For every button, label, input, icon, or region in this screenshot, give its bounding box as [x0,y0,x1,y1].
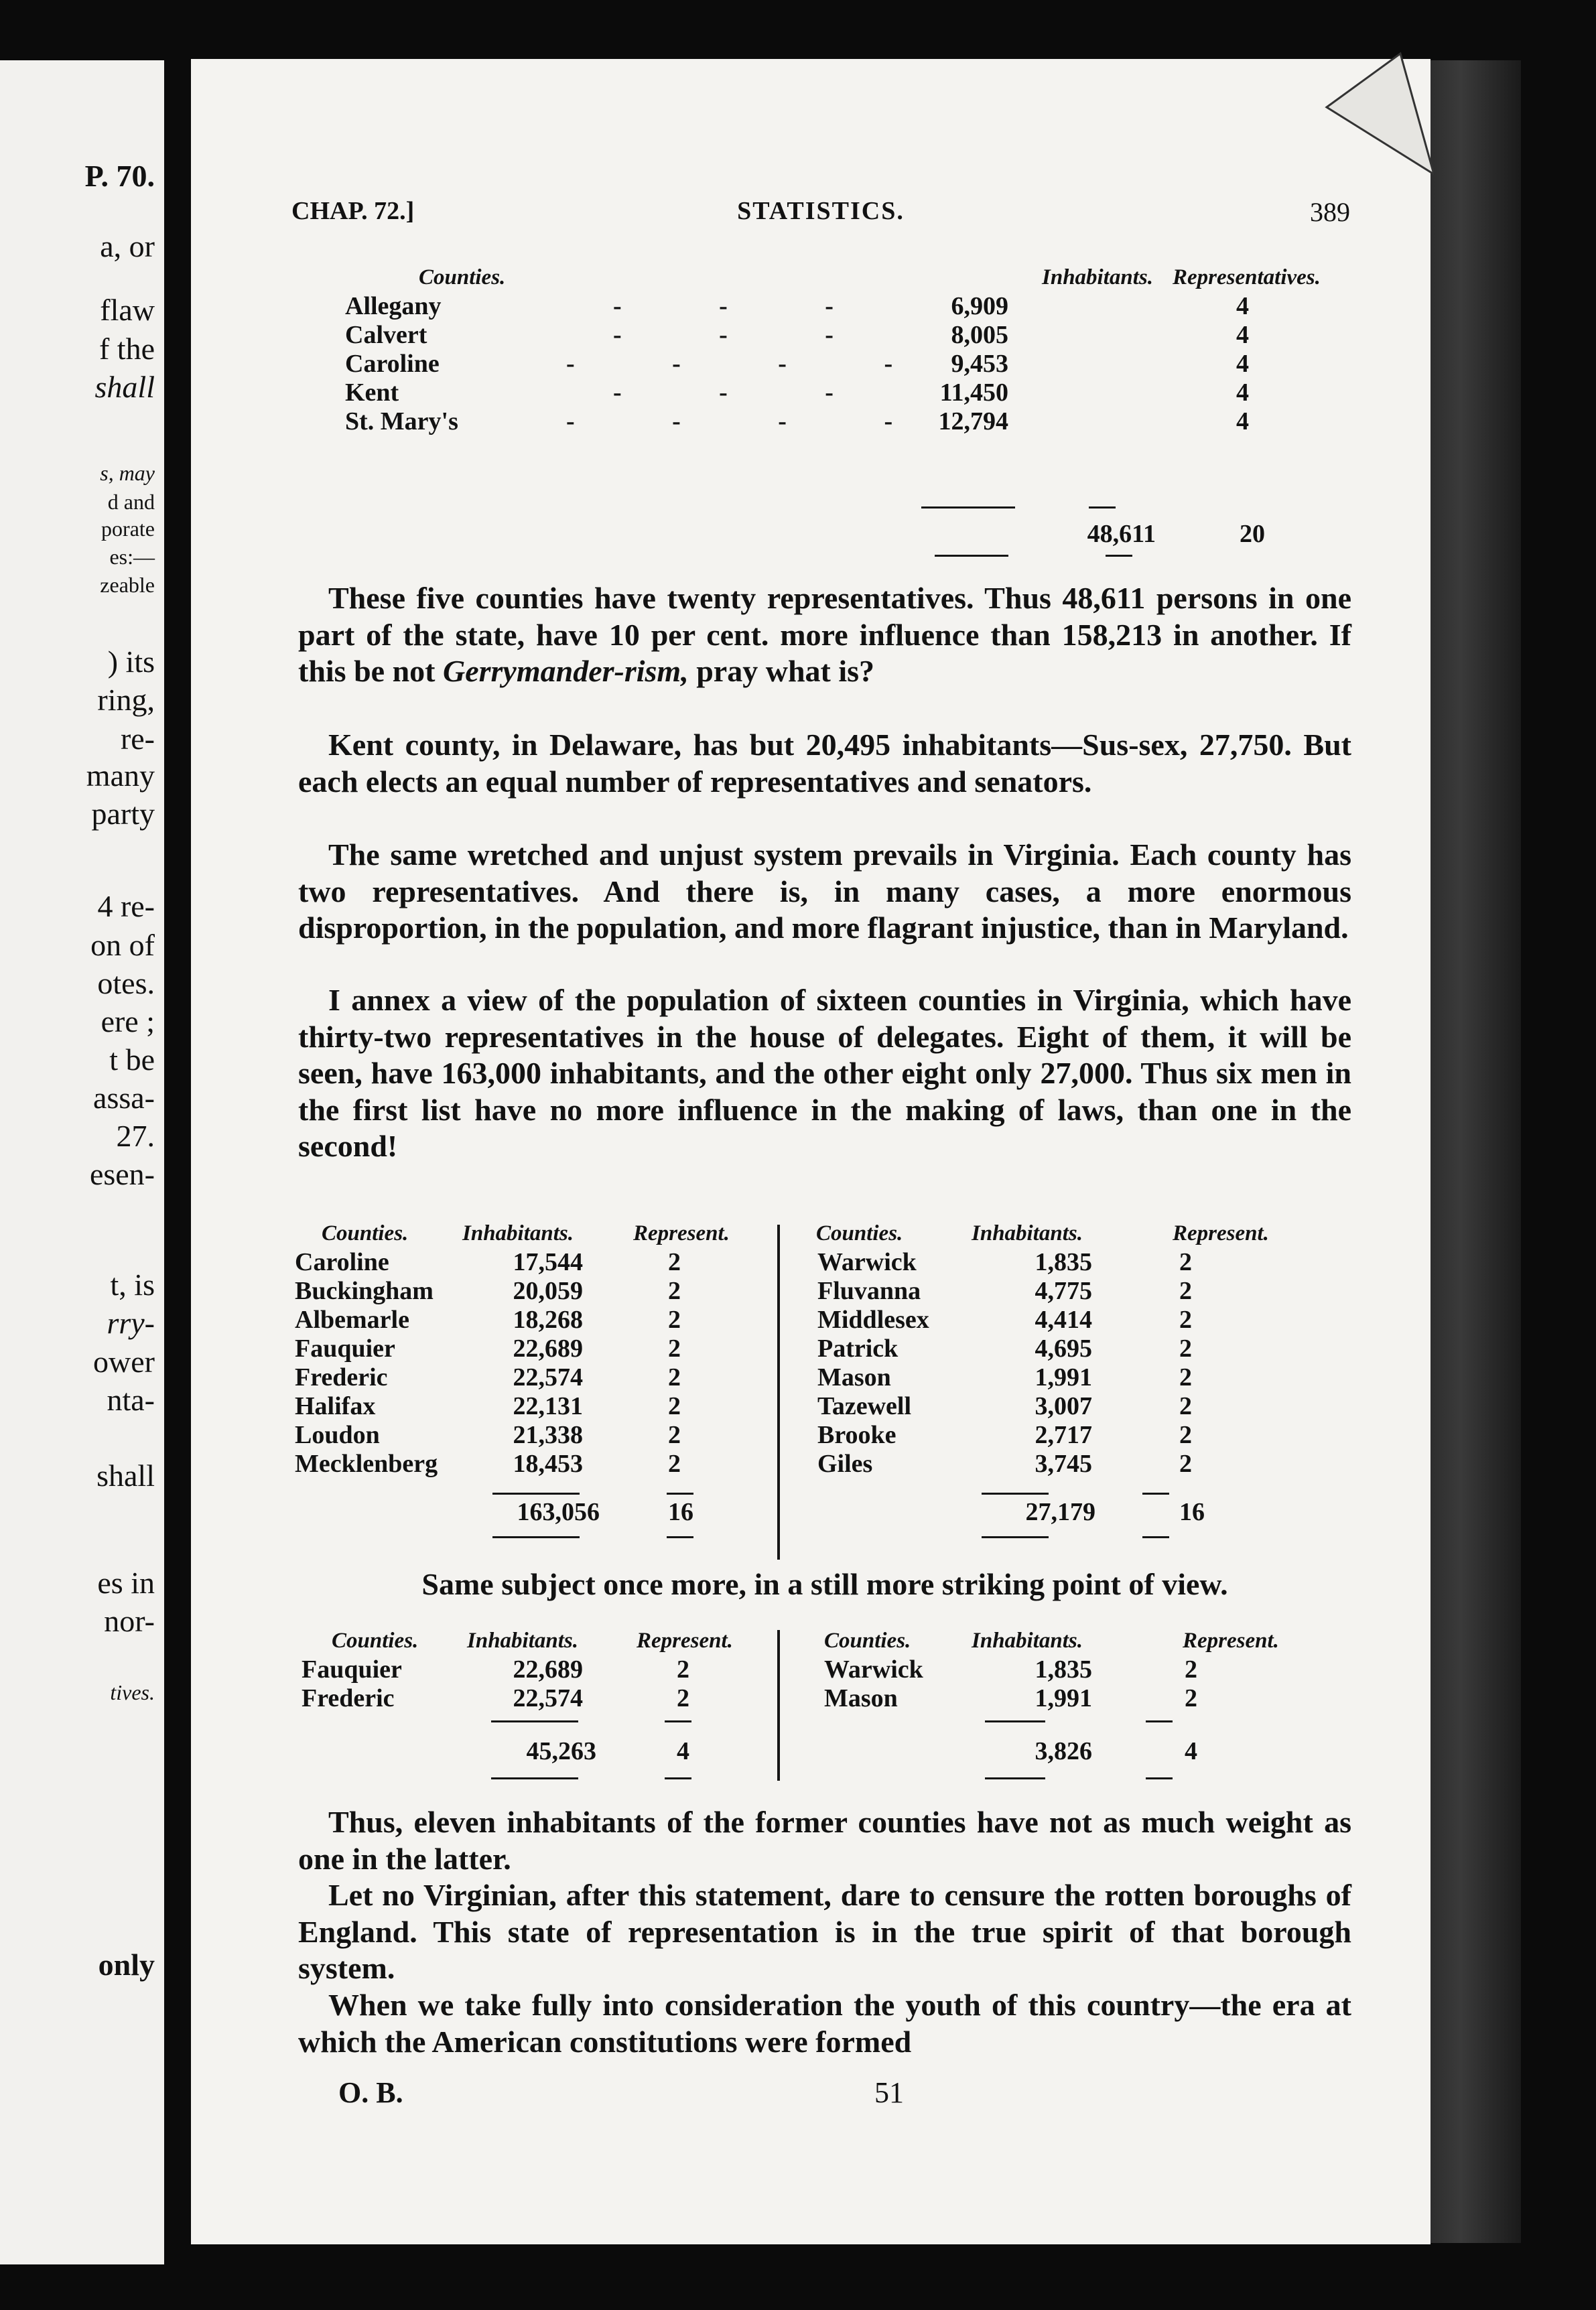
table-rule [1146,1777,1173,1779]
county-name: Mecklenberg [295,1450,438,1478]
header-represent: Represent. [1173,1221,1269,1245]
county-name: Giles [817,1450,873,1478]
left-page-fragment: a, or [100,229,155,263]
left-page-fragment: tives. [110,1680,155,1704]
left-page-fragment: t, is [110,1268,155,1302]
county-name: Warwick [824,1655,923,1684]
represent-value: 2 [668,1248,681,1276]
paragraph [298,1877,1351,1987]
left-page-fragment: t be [109,1042,155,1077]
leader-dots: - - - [613,379,879,407]
represent-value: 2 [668,1450,681,1478]
county-name: Patrick [817,1335,899,1363]
maryland-table-header [345,263,1350,292]
county-name: Mason [824,1684,898,1712]
represent-value: 2 [1179,1248,1192,1276]
paragraph [298,580,1351,690]
leader-dots: - - - - [566,350,939,378]
left-page-fragment: d and [107,490,155,514]
left-page-fragment: es:— [109,545,155,569]
table-rule [491,1777,578,1779]
paragraph [298,1987,1351,2060]
table-row [295,1306,1367,1335]
left-page-fragment: 27. [116,1119,155,1153]
county-name: Loudon [295,1421,380,1449]
virginia-table-header [295,1219,1367,1248]
county-name: Fluvanna [817,1277,921,1305]
total-rule [1106,555,1132,557]
county-name: Buckingham [295,1277,434,1305]
header-inhabitants: Inhabitants. [972,1221,1083,1245]
virginia-left-total-represent: 16 [668,1498,693,1526]
total-rule [935,555,1008,557]
header-counties: Counties. [322,1221,409,1245]
inhabitants-value: 4,414 [1035,1306,1092,1334]
table-rule [985,1777,1045,1779]
table-rule [1146,1720,1173,1722]
inhabitants-value: 11,450 [939,379,1008,407]
represent-value: 2 [1179,1277,1192,1305]
paragraph-italic: Gerrymander-rism, [442,654,689,688]
table-rule [492,1536,580,1538]
county-name: St. Mary's [345,407,458,435]
county-name: Albemarle [295,1306,409,1334]
table-rule [985,1720,1045,1722]
represent-value: 2 [1185,1684,1197,1712]
chapter-label: CHAP. 72.] [291,197,415,225]
paragraph [298,1804,1351,1877]
comparison-table [302,1627,1374,1713]
inhabitants-value: 4,695 [1035,1335,1092,1363]
maryland-table [345,263,1350,436]
table-rule [982,1536,1049,1538]
left-page-fragment: ower [93,1345,155,1379]
represent-value: 2 [1179,1421,1192,1449]
header-counties: Counties. [419,265,506,289]
county-name: Fauquier [302,1655,402,1684]
county-name: Frederic [302,1684,395,1712]
inhabitants-value: 2,717 [1035,1421,1092,1449]
table-row [302,1684,1374,1713]
left-page-fragment: porate [101,517,155,541]
inhabitants-value: 1,991 [1035,1684,1092,1712]
representatives-value: 4 [1236,407,1249,435]
left-page-fragment: zeable [100,573,155,597]
header-inhabitants: Inhabitants. [467,1629,578,1653]
left-page-fragment: es in [97,1566,155,1600]
page-title: STATISTICS. [737,197,905,225]
left-page-fragment: P. 70. [84,159,155,193]
county-name: Middlesex [817,1306,929,1334]
comparison-left-total-represent: 4 [677,1737,689,1765]
table-rule [1142,1493,1169,1495]
inhabitants-value: 22,689 [513,1655,583,1684]
paragraph [298,837,1351,947]
paragraph-text: pray what is? [688,654,875,688]
table-rule [667,1536,693,1538]
paragraph-text: These five counties have twenty representatives. Thus 48,611 persons in one part of the state, have 10 per cent. more influence than 158,213 in another. If this be not [298,581,1351,688]
paragraph-text: Kent county, in Delaware, has but 20,495 inhabitants—Sus-sex, 27,750. But each elects an equal number of representatives and senators. [298,728,1351,799]
left-page-fragment: shall [94,370,155,404]
county-name: Fauquier [295,1335,395,1363]
running-head [291,196,1350,236]
header-represent: Represent. [637,1629,733,1653]
left-page-fragment: flaw [100,293,155,327]
right-page [191,59,1431,2244]
inhabitants-value: 17,544 [513,1248,583,1276]
inhabitants-value: 22,574 [513,1363,583,1391]
virginia-right-total-represent: 16 [1179,1498,1205,1526]
page-corner-fold [1320,47,1434,181]
county-name: Warwick [817,1248,917,1276]
comparison-total-row [302,1737,1374,1766]
representatives-value: 4 [1236,379,1249,407]
page-number: 389 [1310,197,1350,227]
represent-value: 2 [668,1306,681,1334]
county-name: Halifax [295,1392,376,1420]
represent-value: 2 [668,1392,681,1420]
leader-dots: - - - [613,321,879,349]
represent-value: 2 [668,1363,681,1391]
left-page-fragment: on of [90,928,155,962]
table-row [345,321,1350,350]
table-rule [665,1777,691,1779]
virginia-table [295,1219,1367,1479]
representatives-value: 4 [1236,292,1249,320]
table-row [295,1363,1367,1392]
table-rule [492,1493,580,1495]
left-page-fragment: ) its [107,644,155,679]
left-page-fragment: ere ; [101,1004,155,1038]
table-row [345,350,1350,379]
county-name: Brooke [817,1421,896,1449]
left-page-fragment: re- [120,722,155,756]
paragraph-text: Let no Virginian, after this statement, dare to censure the rotten boroughs of England. This state of representation is in the true spirit of that borough system. [298,1878,1351,1985]
table-row [345,407,1350,436]
table-row [295,1248,1367,1277]
left-page-fragment: many [86,758,155,793]
header-represent: Represent. [633,1221,730,1245]
represent-value: 2 [1179,1392,1192,1420]
inhabitants-value: 18,268 [513,1306,583,1334]
inhabitants-value: 4,775 [1035,1277,1092,1305]
table-rule [1089,506,1116,508]
county-name: Calvert [345,321,427,349]
inhabitants-value: 22,574 [513,1684,583,1712]
page-footer [338,2076,1296,2116]
represent-value: 2 [1179,1306,1192,1334]
book-spine [1420,60,1521,2243]
county-name: Mason [817,1363,891,1391]
inhabitants-value: 8,005 [951,321,1008,349]
paragraph-text: Thus, eleven inhabitants of the former counties have not as much weight as one in the latter. [298,1805,1351,1876]
inhabitants-value: 1,835 [1035,1248,1092,1276]
subject-heading: Same subject once more, in a still more striking point of view. [421,1567,1228,1601]
header-representatives: Representatives. [1173,265,1321,289]
inhabitants-value: 1,835 [1035,1655,1092,1684]
paragraph-text: The same wretched and unjust system prevails in Virginia. Each county has two representatives. And there is, in many cases, a more enormous disproportion, in the population, and more flagrant injustice, than in Maryland. [298,837,1351,945]
table-row [302,1655,1374,1684]
county-name: Kent [345,379,399,407]
represent-value: 2 [668,1421,681,1449]
left-page-fragment: shall [96,1458,155,1493]
table-rule [665,1720,691,1722]
county-name: Frederic [295,1363,388,1391]
signature-mark: O. B. [338,2076,403,2109]
represent-value: 2 [668,1335,681,1363]
header-counties: Counties. [824,1629,911,1653]
virginia-total-row [295,1498,1367,1527]
table-row [345,292,1350,321]
left-page-fragment: nor- [104,1604,155,1638]
virginia-left-total-inhabitants: 163,056 [517,1498,600,1526]
header-inhabitants: Inhabitants. [462,1221,574,1245]
comparison-left-total-inhabitants: 45,263 [526,1737,596,1765]
paragraph-text: When we take fully into consideration the youth of this country—the era at which the American constitutions were formed [298,1988,1351,2059]
table-row [295,1335,1367,1363]
represent-value: 2 [1179,1363,1192,1391]
header-counties: Counties. [332,1629,419,1653]
header-counties: Counties. [816,1221,903,1245]
paragraph [298,982,1351,1165]
left-page-fragment: otes. [97,966,155,1000]
inhabitants-value: 21,338 [513,1421,583,1449]
left-page-fragment: f the [98,332,155,366]
header-inhabitants: Inhabitants. [1042,265,1153,289]
represent-value: 2 [1179,1450,1192,1478]
header-represent: Represent. [1183,1629,1279,1653]
comparison-right-total-inhabitants: 3,826 [1035,1737,1092,1765]
left-page-fragment: only [98,1948,155,1982]
inhabitants-value: 3,007 [1035,1392,1092,1420]
represent-value: 2 [677,1655,689,1684]
inhabitants-value: 3,745 [1035,1450,1092,1478]
table-row [295,1277,1367,1306]
comparison-table-header [302,1627,1374,1655]
left-page-fragment: s, may [100,461,155,485]
maryland-total-inhabitants: 48,611 [1087,520,1156,548]
left-page-fragment: esen- [89,1157,155,1191]
left-page-fragment: 4 re- [97,889,155,923]
table-rule [1142,1536,1169,1538]
left-page-fragment: ring, [97,683,155,717]
table-row [295,1392,1367,1421]
maryland-total-representatives: 20 [1240,520,1265,548]
inhabitants-value: 20,059 [513,1277,583,1305]
county-name: Caroline [345,350,440,378]
inhabitants-value: 12,794 [938,407,1008,435]
left-page-fragment: party [91,797,155,831]
inhabitants-value: 9,453 [951,350,1008,378]
table-rule [982,1493,1049,1495]
inhabitants-value: 6,909 [951,292,1008,320]
header-inhabitants: Inhabitants. [972,1629,1083,1653]
comparison-right-total-represent: 4 [1185,1737,1197,1765]
inhabitants-value: 1,991 [1035,1363,1092,1391]
sheet-number: 51 [874,2076,904,2109]
represent-value: 2 [668,1277,681,1305]
table-row [295,1421,1367,1450]
left-page-fragment: rry- [107,1306,155,1340]
left-page-fragment: nta- [107,1383,155,1417]
represent-value: 2 [1179,1335,1192,1363]
left-page-fragment: assa- [93,1081,155,1115]
inhabitants-value: 22,131 [513,1392,583,1420]
paragraph-text: I annex a view of the population of sixteen counties in Virginia, which have thirty-two representatives in the house of delegates. Eight of them, it will be seen, have 163,000 inhabitants, and the other eight only 27,000. Thus six men in the first list have no more influence in the making of laws, than one in the second! [298,983,1351,1163]
left-page-edge [0,60,164,2264]
paragraph [298,727,1351,800]
table-row [345,379,1350,407]
county-name: Caroline [295,1248,389,1276]
leader-dots: - - - - [566,407,939,435]
county-name: Allegany [345,292,442,320]
represent-value: 2 [1185,1655,1197,1684]
table-row [295,1450,1367,1479]
inhabitants-value: 18,453 [513,1450,583,1478]
representatives-value: 4 [1236,350,1249,378]
virginia-right-total-inhabitants: 27,179 [1025,1498,1095,1526]
leader-dots: - - - [613,292,879,320]
county-name: Tazewell [817,1392,912,1420]
table-rule [491,1720,578,1722]
table-rule [667,1493,693,1495]
table-rule [921,506,1015,508]
representatives-value: 4 [1236,321,1249,349]
represent-value: 2 [677,1684,689,1712]
inhabitants-value: 22,689 [513,1335,583,1363]
maryland-total-row [345,520,1350,549]
